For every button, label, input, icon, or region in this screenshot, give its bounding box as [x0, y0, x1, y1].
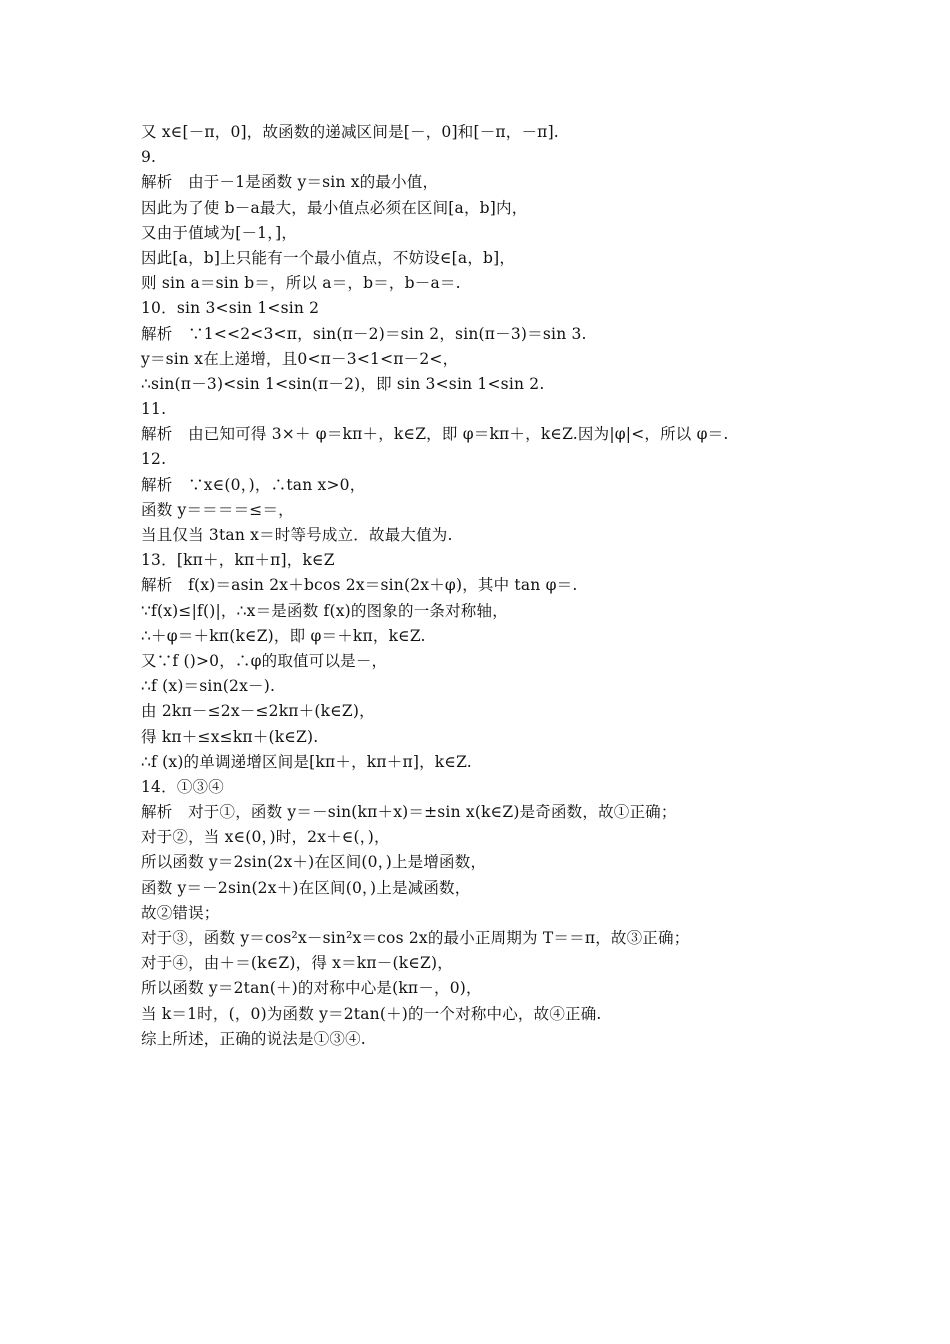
text-line: 因此为了使 b－a最大，最小值点必须在区间[a，b]内， [141, 198, 528, 217]
text-line: ∵f(x)≤|f()|，∴x＝是函数 f(x)的图象的一条对称轴， [141, 601, 508, 620]
text-line: 解析 ∵1<<2<3<π，sin(π－2)＝sin 2，sin(π－3)＝sin 3. [141, 324, 587, 343]
text-line: 因此[a，b]上只能有一个最小值点，不妨设∈[a，b]， [141, 248, 516, 267]
text-line: 则 sin a＝sin b＝，所以 a＝，b＝，b－a＝. [141, 274, 461, 293]
document-body [141, 120, 841, 1052]
text-line: 故②错误； [141, 903, 220, 922]
text-line: 解析 对于①，函数 y＝－sin(kπ＋x)＝±sin x(k∈Z)是奇函数，故①正确； [141, 803, 677, 822]
text-line: 函数 y＝－2sin(2x＋)在区间(0，)上是减函数， [141, 878, 471, 897]
text-line: 又由于值域为[－1，]， [141, 223, 298, 242]
text-line: ∴sin(π－3)<sin 1<sin(π－2)，即 sin 3<sin 1<sin 2. [141, 374, 545, 393]
text-line: ∴＋φ＝＋kπ(k∈Z)，即 φ＝＋kπ，k∈Z. [141, 626, 426, 645]
problem-number: 9. [141, 148, 157, 167]
text-line: 对于③，函数 y＝cos²x－sin²x＝cos 2x的最小正周期为 T＝＝π，故③正确； [141, 929, 690, 947]
text-line: y＝sin x在上递增，且0<π－3<1<π－2<， [141, 349, 459, 368]
text-line: ∴f (x)的单调递增区间是[kπ＋，kπ＋π]，k∈Z. [141, 752, 472, 771]
text-line: 由 2kπ－≤2x－≤2kπ＋(k∈Z)， [141, 702, 375, 721]
problem-number: 13．[kπ＋，kπ＋π]，k∈Z [141, 551, 335, 570]
problem-number: 11. [141, 400, 167, 419]
problem-number: 14．①③④ [141, 777, 224, 796]
text-line: 解析 ∵x∈(0，)，∴tan x>0， [141, 475, 366, 494]
text-line: 解析 由于－1是函数 y＝sin x的最小值， [141, 173, 439, 192]
problem-number: 10．sin 3<sin 1<sin 2 [141, 299, 320, 318]
text-line: 解析 f(x)＝asin 2x＋bcos 2x＝sin(2x＋φ)，其中 tan φ＝. [141, 576, 578, 595]
text-line: 当 k＝1时，(，0)为函数 y＝2tan(＋)的一个对称中心，故④正确. [141, 1004, 602, 1023]
text-line: ∴f (x)＝sin(2x－). [141, 677, 276, 696]
text-line: 所以函数 y＝2tan(＋)的对称中心是(kπ－，0)， [141, 979, 482, 998]
text-line: 当且仅当 3tan x＝时等号成立．故最大值为. [141, 526, 453, 544]
text-line: 得 kπ＋≤x≤kπ＋(k∈Z). [141, 727, 319, 746]
text-line: 又 x∈[－π，0]，故函数的递减区间是[－，0]和[－π，－π]. [141, 123, 559, 141]
text-line: 对于②，当 x∈(0，)时，2x＋∈(，)， [141, 828, 390, 847]
text-line: 对于④，由＋＝(k∈Z)，得 x＝kπ－(k∈Z)， [141, 954, 453, 973]
text-line: 解析 由已知可得 3×＋ φ＝kπ＋，k∈Z，即 φ＝kπ＋，k∈Z.因为|φ|<，所以 φ＝. [141, 425, 729, 444]
text-line: 综上所述，正确的说法是①③④. [141, 1029, 366, 1048]
text-line: 又∵f ()>0，∴φ的取值可以是－， [141, 651, 388, 670]
problem-number: 12. [141, 450, 167, 469]
text-line: 函数 y＝＝＝＝≤＝， [141, 500, 294, 519]
text-line: 所以函数 y＝2sin(2x＋)在区间(0，)上是增函数， [141, 853, 487, 872]
